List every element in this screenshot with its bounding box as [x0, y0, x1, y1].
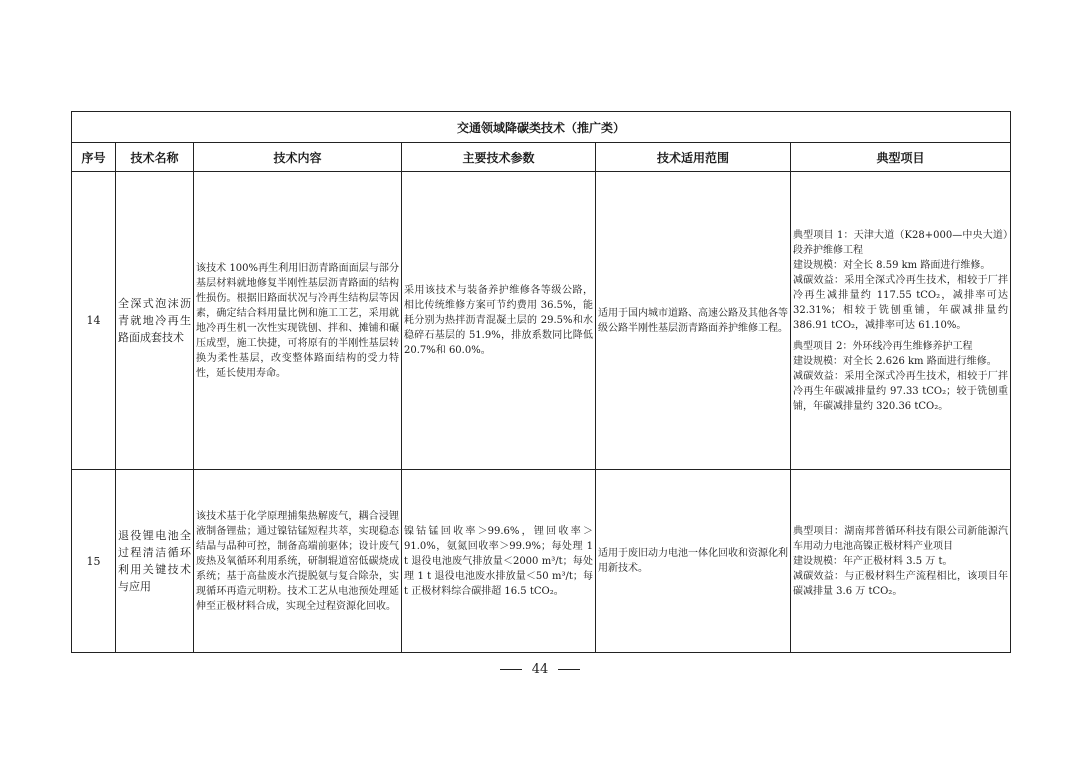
header-row	[72, 143, 1011, 172]
project-entry: 典型项目：湖南邦普循环科技有限公司新能源汽车用动力电池高镍正极材料产业项目 建设规模：年产正极材料 3.5 万 t。 减碳效益：与正极材料生产流程相比，该项目年碳减排量 3.6 万 tCO₂。	[793, 525, 1009, 597]
table-title: 交通领域降碳类技术（推广类）	[72, 112, 1011, 143]
header-cell-params: 主要技术参数	[402, 143, 596, 172]
header-cell-scope: 技术适用范围	[596, 143, 791, 172]
project-entry: 典型项目 2：外环线冷再生维修养护工程 建设规模：对全长 2.626 km 路面进行维修。 减碳效益：采用全深式冷再生技术，相较于厂拌冷再生年碳减排量约 97.33 tCO₂；较于铣刨重铺，年碳减排量约 320.36 tCO₂。	[793, 340, 1009, 412]
header-cell-number: 序号	[72, 143, 116, 172]
row-number: 15	[72, 470, 116, 653]
technology-content: 该技术基于化学原理捕集热解废气，耦合浸锂液制备锂盐；通过镍钴锰短程共萃，实现稳态结晶与晶种可控，制备高端前驱体；设计废气废热及氧循环利用系统，研制辊道窑低碳烧成系统；基于高盐废水汽提脱氨与复合除杂，实现循环再造元明粉。技术工艺从电池预处理延伸至正极材料合成，实现全过程资源化回收。	[194, 470, 402, 653]
footer-dash-left	[500, 669, 522, 670]
header-cell-projects: 典型项目	[791, 143, 1011, 172]
technology-scope: 适用于废旧动力电池一体化回收和资源化利用新技术。	[596, 470, 791, 653]
technology-name: 全深式泡沫沥青就地冷再生路面成套技术	[116, 172, 194, 470]
typical-projects	[791, 172, 1011, 470]
technology-content: 该技术 100%再生利用旧沥青路面面层与部分基层材料就地修复半刚性基层沥青路面的结构性损伤。根据旧路面状况与冷再生结构层等因素，确定结合料用量比例和施工工艺，采用就地冷再生机一次性实现铣刨、拌和、摊铺和碾压成型，施工快捷，可将原有的半刚性基层转换为柔性基层，改变整体路面结构的受力特性，延长使用寿命。	[194, 172, 402, 470]
header-cell-content: 技术内容	[194, 143, 402, 172]
page-footer	[0, 662, 1080, 677]
row-number: 14	[72, 172, 116, 470]
project-entry: 典型项目 1：天津大道（K28+000—中央大道）段养护维修工程 建设规模：对全长 8.59 km 路面进行维修。 减碳效益：采用全深式冷再生技术，相较于厂拌冷再生减排量约 117.55 tCO₂，减排率可达 32.31%；相较于铣刨重铺，年碳减排量约 386.91 tCO₂，减排率可达 61.10%。	[793, 229, 1009, 331]
technology-table	[71, 111, 1011, 653]
header-cell-name: 技术名称	[116, 143, 194, 172]
footer-dash-right	[558, 669, 580, 670]
table-row	[72, 470, 1011, 653]
page-number: 44	[531, 662, 549, 677]
table-row	[72, 172, 1011, 470]
technology-name: 退役锂电池全过程清洁循环利用关键技术与应用	[116, 470, 194, 653]
technology-params: 镍钴锰回收率＞99.6%，锂回收率＞91.0%，氨氮回收率＞99.9%；每处理 1 t 退役电池废气排放量＜2000 m³/t；每处理 1 t 退役电池废水排放量＜50 m³/t；每 t 正极材料综合碳排超 16.5 tCO₂。	[402, 470, 596, 653]
technology-params: 采用该技术与装备养护维修各等级公路，相比传统维修方案可节约费用 36.5%，能耗分别为热拌沥青混凝土层的 29.5%和水稳碎石基层的 51.9%，排放系数同比降低 20.7%和 60.0%。	[402, 172, 596, 470]
technology-scope: 适用于国内城市道路、高速公路及其他各等级公路半刚性基层沥青路面养护维修工程。	[596, 172, 791, 470]
typical-projects	[791, 470, 1011, 653]
